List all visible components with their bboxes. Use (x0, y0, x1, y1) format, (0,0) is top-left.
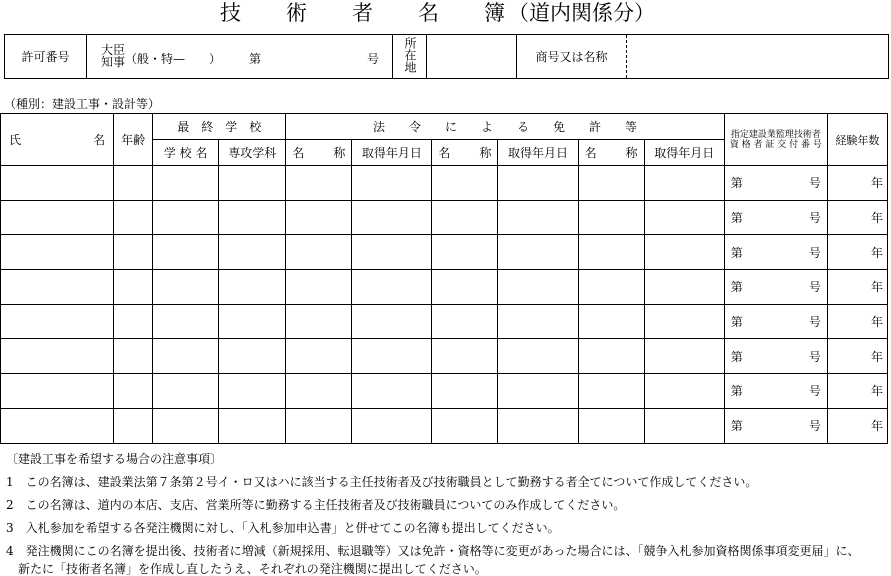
entry-cell[interactable] (352, 339, 432, 374)
entry-cell[interactable] (114, 235, 153, 270)
experience-header: 経験年数 (827, 114, 887, 166)
entry-cell[interactable] (432, 200, 498, 235)
trade-name-field[interactable] (627, 35, 889, 79)
entry-cell[interactable] (498, 374, 578, 409)
governor-label: 知事 (101, 54, 126, 69)
header-table (4, 34, 889, 79)
entry-cell[interactable] (219, 270, 286, 305)
title-char: 者 (352, 1, 373, 25)
supervisor-header: 指定建設業監理技術者 資 格 者 証 交 付 番 号 (724, 114, 827, 166)
experience-cell[interactable]: 年 (827, 374, 887, 409)
entry-cell[interactable] (432, 166, 498, 201)
entry-cell[interactable] (114, 270, 153, 305)
experience-cell[interactable]: 年 (827, 339, 887, 374)
major-header: 専攻学科 (219, 140, 286, 166)
entry-cell[interactable] (286, 339, 352, 374)
entry-cell[interactable] (578, 166, 644, 201)
title-char: 名 (418, 1, 439, 25)
entry-cell[interactable] (153, 235, 219, 270)
supervisor-number-cell[interactable]: 第 号 (724, 374, 827, 409)
license-name-header: 名 称 (432, 140, 498, 166)
entry-cell[interactable] (153, 270, 219, 305)
entry-cell[interactable] (644, 339, 724, 374)
permit-number-label: 許可番号 (5, 35, 87, 79)
table-row (1, 408, 888, 443)
entry-cell[interactable] (1, 235, 114, 270)
license-name-header: 名 称 (578, 140, 644, 166)
note-item: 1 この名簿は、建設業法第７条第２号イ・ロ又はハに該当する主任技術者及び技術職員として勤務する者全てについて作成してください。 (6, 475, 758, 489)
supervisor-number-cell[interactable]: 第 号 (724, 235, 827, 270)
entry-cell[interactable] (352, 374, 432, 409)
supervisor-number-cell[interactable]: 第 号 (724, 304, 827, 339)
entry-cell[interactable] (432, 235, 498, 270)
experience-cell[interactable]: 年 (827, 304, 887, 339)
entry-cell[interactable] (114, 200, 153, 235)
entry-cell[interactable] (498, 339, 578, 374)
entry-cell[interactable] (286, 200, 352, 235)
note-item: 4 発注機関にこの名簿を提出後、技術者に増減（新規採用、転退職等）又は免許・資格等に変更があった場合には、「競争入札参加資格関係事項変更届」に、 (6, 544, 860, 558)
entry-cell[interactable] (432, 408, 498, 443)
entry-cell[interactable] (352, 235, 432, 270)
entry-cell[interactable] (219, 374, 286, 409)
entry-cell[interactable] (1, 200, 114, 235)
entry-cell[interactable] (1, 374, 114, 409)
table-row (1, 166, 888, 201)
entry-cell[interactable] (498, 166, 578, 201)
entry-cell[interactable] (432, 374, 498, 409)
supervisor-number-cell[interactable]: 第 号 (724, 166, 827, 201)
age-header: 年齢 (114, 114, 153, 166)
entry-cell[interactable] (153, 200, 219, 235)
entry-cell[interactable] (114, 408, 153, 443)
entry-cell[interactable] (578, 235, 644, 270)
experience-cell[interactable]: 年 (827, 408, 887, 443)
trade-name-label: 商号又は名称 (517, 35, 627, 79)
name-header: 氏 名 (1, 114, 114, 166)
permit-number-field[interactable] (87, 35, 393, 79)
engineer-rows (1, 166, 888, 444)
school-name-header: 学 校 名 (153, 140, 219, 166)
entry-cell[interactable] (498, 270, 578, 305)
entry-cell[interactable] (644, 304, 724, 339)
title-char: 術 (286, 1, 307, 25)
entry-cell[interactable] (286, 374, 352, 409)
experience-cell[interactable]: 年 (827, 200, 887, 235)
entry-cell[interactable] (153, 339, 219, 374)
entry-cell[interactable] (114, 304, 153, 339)
location-label: 所在地 (393, 35, 427, 79)
entry-cell[interactable] (644, 374, 724, 409)
entry-cell[interactable] (644, 166, 724, 201)
entry-cell[interactable] (498, 304, 578, 339)
entry-cell[interactable] (1, 339, 114, 374)
entry-cell[interactable] (644, 270, 724, 305)
entry-cell[interactable] (153, 374, 219, 409)
class-text: （般・特— ） (125, 51, 222, 66)
entry-cell[interactable] (578, 304, 644, 339)
entry-cell[interactable] (352, 304, 432, 339)
entry-cell[interactable] (498, 200, 578, 235)
category-label: （種別：建設工事・設計等） (4, 97, 161, 111)
license-group-header: 法 令 に よ る 免 許 等 (286, 114, 725, 140)
entry-cell[interactable] (578, 408, 644, 443)
entry-cell[interactable] (432, 304, 498, 339)
entry-cell[interactable] (219, 200, 286, 235)
entry-cell[interactable] (286, 408, 352, 443)
entry-cell[interactable] (286, 235, 352, 270)
experience-cell[interactable]: 年 (827, 166, 887, 201)
table-row (1, 200, 888, 235)
entry-cell[interactable] (114, 339, 153, 374)
entry-cell[interactable] (1, 270, 114, 305)
entry-cell[interactable] (352, 270, 432, 305)
entry-cell[interactable] (432, 339, 498, 374)
entry-cell[interactable] (644, 408, 724, 443)
title-suffix: （道内関係分） (508, 1, 655, 25)
entry-cell[interactable] (114, 166, 153, 201)
title-char: 簿 (484, 1, 505, 25)
note-item: 3 入札参加を希望する各発注機関に対し、「入札参加申込書」と併せてこの名簿も提出してください。 (6, 521, 560, 535)
acquired-date-header: 取得年月日 (498, 140, 578, 166)
entry-cell[interactable] (286, 166, 352, 201)
table-row (1, 374, 888, 409)
school-group-header: 最 終 学 校 (153, 114, 286, 140)
entry-cell[interactable] (352, 200, 432, 235)
entry-cell[interactable] (644, 200, 724, 235)
note-item: 新たに「技術者名簿」を作成し直したうえ、それぞれの発注機関に提出してください。 (6, 562, 487, 576)
entry-cell[interactable] (219, 408, 286, 443)
entry-cell[interactable] (498, 235, 578, 270)
table-row (1, 235, 888, 270)
entry-cell[interactable] (114, 374, 153, 409)
entry-cell[interactable] (498, 408, 578, 443)
minister-label: 大臣 (101, 42, 126, 57)
entry-cell[interactable] (153, 304, 219, 339)
entry-cell[interactable] (286, 270, 352, 305)
go-label: 号 (367, 51, 380, 66)
experience-cell[interactable]: 年 (827, 270, 887, 305)
entry-cell[interactable] (219, 304, 286, 339)
experience-cell[interactable]: 年 (827, 235, 887, 270)
entry-cell[interactable] (644, 235, 724, 270)
supervisor-number-cell[interactable]: 第 号 (724, 270, 827, 305)
entry-cell[interactable] (1, 304, 114, 339)
entry-cell[interactable] (578, 339, 644, 374)
engineer-table (0, 113, 888, 444)
supervisor-number-cell[interactable]: 第 号 (724, 200, 827, 235)
entry-cell[interactable] (286, 304, 352, 339)
notes-heading: 〔建設工事を希望する場合の注意事項〕 (6, 452, 223, 466)
acquired-date-header: 取得年月日 (352, 140, 432, 166)
supervisor-number-cell[interactable]: 第 号 (724, 339, 827, 374)
entry-cell[interactable] (153, 408, 219, 443)
location-field[interactable] (427, 35, 517, 79)
entry-cell[interactable] (352, 408, 432, 443)
document-title (0, 0, 891, 28)
entry-cell[interactable] (219, 166, 286, 201)
entry-cell[interactable] (578, 270, 644, 305)
entry-cell[interactable] (432, 270, 498, 305)
entry-cell[interactable] (1, 408, 114, 443)
entry-cell[interactable] (578, 374, 644, 409)
entry-cell[interactable] (578, 200, 644, 235)
license-name-header: 名 称 (286, 140, 352, 166)
table-row (1, 304, 888, 339)
title-char: 技 (220, 1, 241, 25)
entry-cell[interactable] (153, 166, 219, 201)
supervisor-number-cell[interactable]: 第 号 (724, 408, 827, 443)
acquired-date-header: 取得年月日 (644, 140, 724, 166)
entry-cell[interactable] (219, 235, 286, 270)
table-row (1, 339, 888, 374)
note-item: 2 この名簿は、道内の本店、支店、営業所等に勤務する主任技術者及び技術職員についてのみ作成してください。 (6, 498, 626, 512)
table-row (1, 270, 888, 305)
entry-cell[interactable] (352, 166, 432, 201)
entry-cell[interactable] (219, 339, 286, 374)
dai-label: 第 (249, 51, 262, 66)
entry-cell[interactable] (1, 166, 114, 201)
